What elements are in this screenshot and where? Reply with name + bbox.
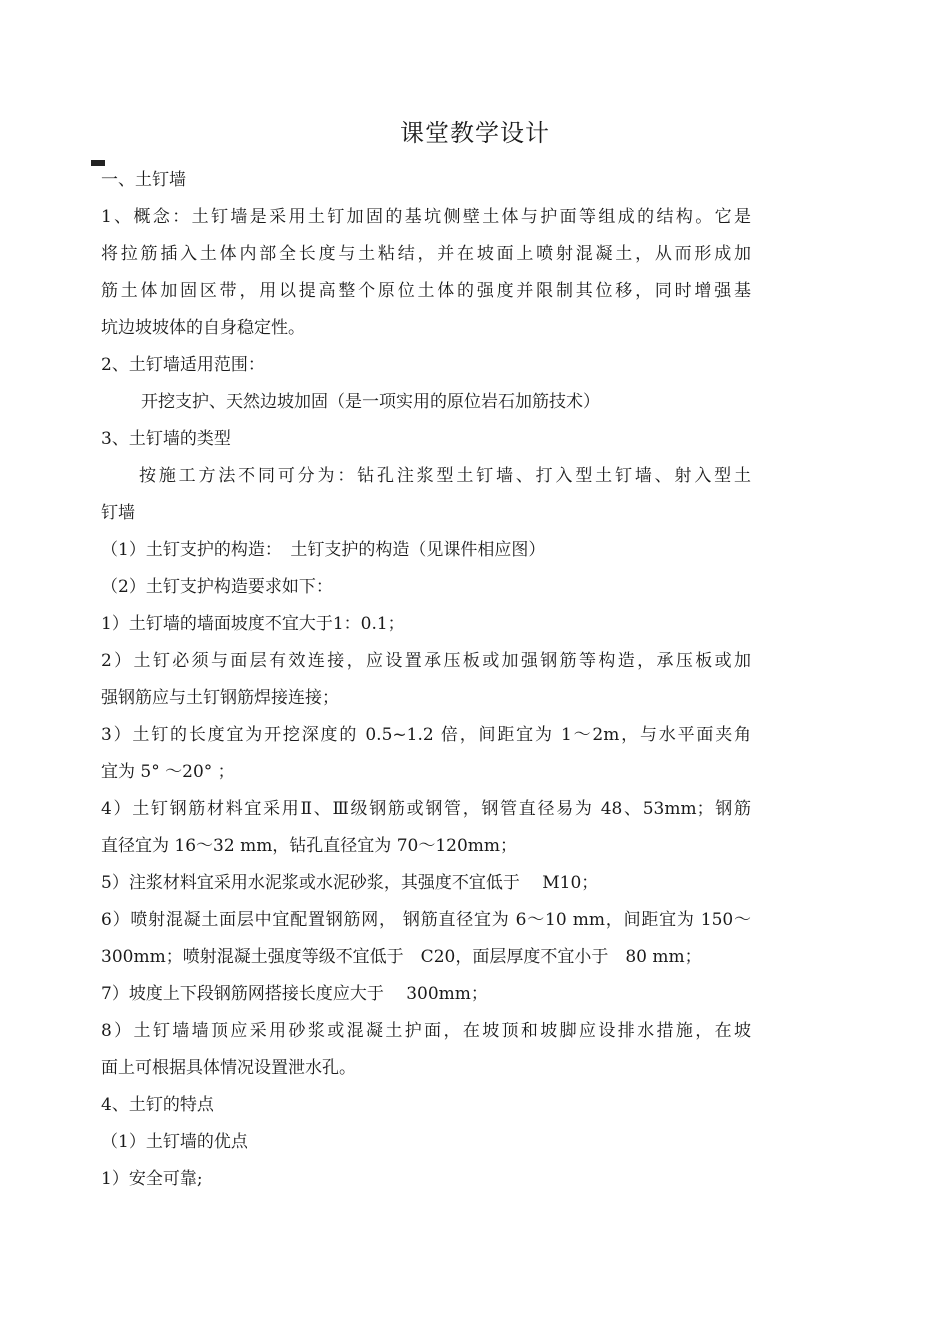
text-line: （1）土钉支护的构造： 土钉支护的构造（见课件相应图） <box>101 540 546 560</box>
text-line: 3）土钉的长度宜为开挖深度的 0.5~1.2 倍，间距宜为 1～2m，与水平面夹角 <box>101 725 751 745</box>
text-line: 300mm；喷射混凝土强度等级不宜低于 C20，面层厚度不宜小于 80 mm； <box>101 947 702 967</box>
text-line: 5）注浆材料宜采用水泥浆或水泥砂浆，其强度不宜低于 M10； <box>101 873 599 893</box>
text-line: 按施工方法不同可分为：钻孔注浆型土钉墙、打入型土钉墙、射入型土 <box>139 466 751 486</box>
text-line: 4）土钉钢筋材料宜采用Ⅱ、Ⅲ级钢筋或钢管，钢管直径易为 48、53mm；钢筋 <box>101 799 751 819</box>
text-line: 筋土体加固区带，用以提高整个原位土体的强度并限制其位移，同时增强基 <box>101 281 751 301</box>
text-line: 强钢筋应与土钉钢筋焊接连接； <box>101 688 339 708</box>
text-line: 1）安全可靠; <box>101 1169 203 1189</box>
text-line: 宜为 5° ～20° ； <box>101 762 235 782</box>
text-line: 4、土钉的特点 <box>101 1095 214 1115</box>
text-line: 坑边坡坡体的自身稳定性。 <box>101 318 305 338</box>
text-line: 将拉筋插入土体内部全长度与土粘结，并在坡面上喷射混凝土，从而形成加 <box>101 244 751 264</box>
text-line: 面上可根据具体情况设置泄水孔。 <box>101 1058 356 1078</box>
text-line: 7）坡度上下段钢筋网搭接长度应大于 300mm； <box>101 984 488 1004</box>
text-line: 一、土钉墙 <box>101 170 186 190</box>
document-title: 课堂教学设计 <box>400 119 550 147</box>
text-line: （1）土钉墙的优点 <box>101 1132 248 1152</box>
text-line: 开挖支护、天然边坡加固（是一项实用的原位岩石加筋技术） <box>141 392 600 412</box>
text-line: 1、概念：土钉墙是采用土钉加固的基坑侧壁土体与护面等组成的结构。它是 <box>101 207 751 227</box>
text-line: 3、土钉墙的类型 <box>101 429 231 449</box>
text-line: 钉墙 <box>101 503 135 523</box>
text-line: （2）土钉支护构造要求如下： <box>101 577 333 597</box>
text-line: 8）土钉墙墙顶应采用砂浆或混凝土护面，在坡顶和坡脚应设排水措施，在坡 <box>101 1021 751 1041</box>
document-body <box>101 162 751 1198</box>
text-line: 直径宜为 16～32 mm，钻孔直径宜为 70～120mm； <box>101 836 518 856</box>
text-line: 2）土钉必须与面层有效连接，应设置承压板或加强钢筋等构造，承压板或加 <box>101 651 751 671</box>
text-line: 6）喷射混凝土面层中宜配置钢筋网， 钢筋直径宜为 6～10 mm，间距宜为 150～ <box>101 910 751 930</box>
text-line: 1）土钉墙的墙面坡度不宜大于1：0.1； <box>101 614 405 634</box>
text-line: 2、土钉墙适用范围： <box>101 355 265 375</box>
